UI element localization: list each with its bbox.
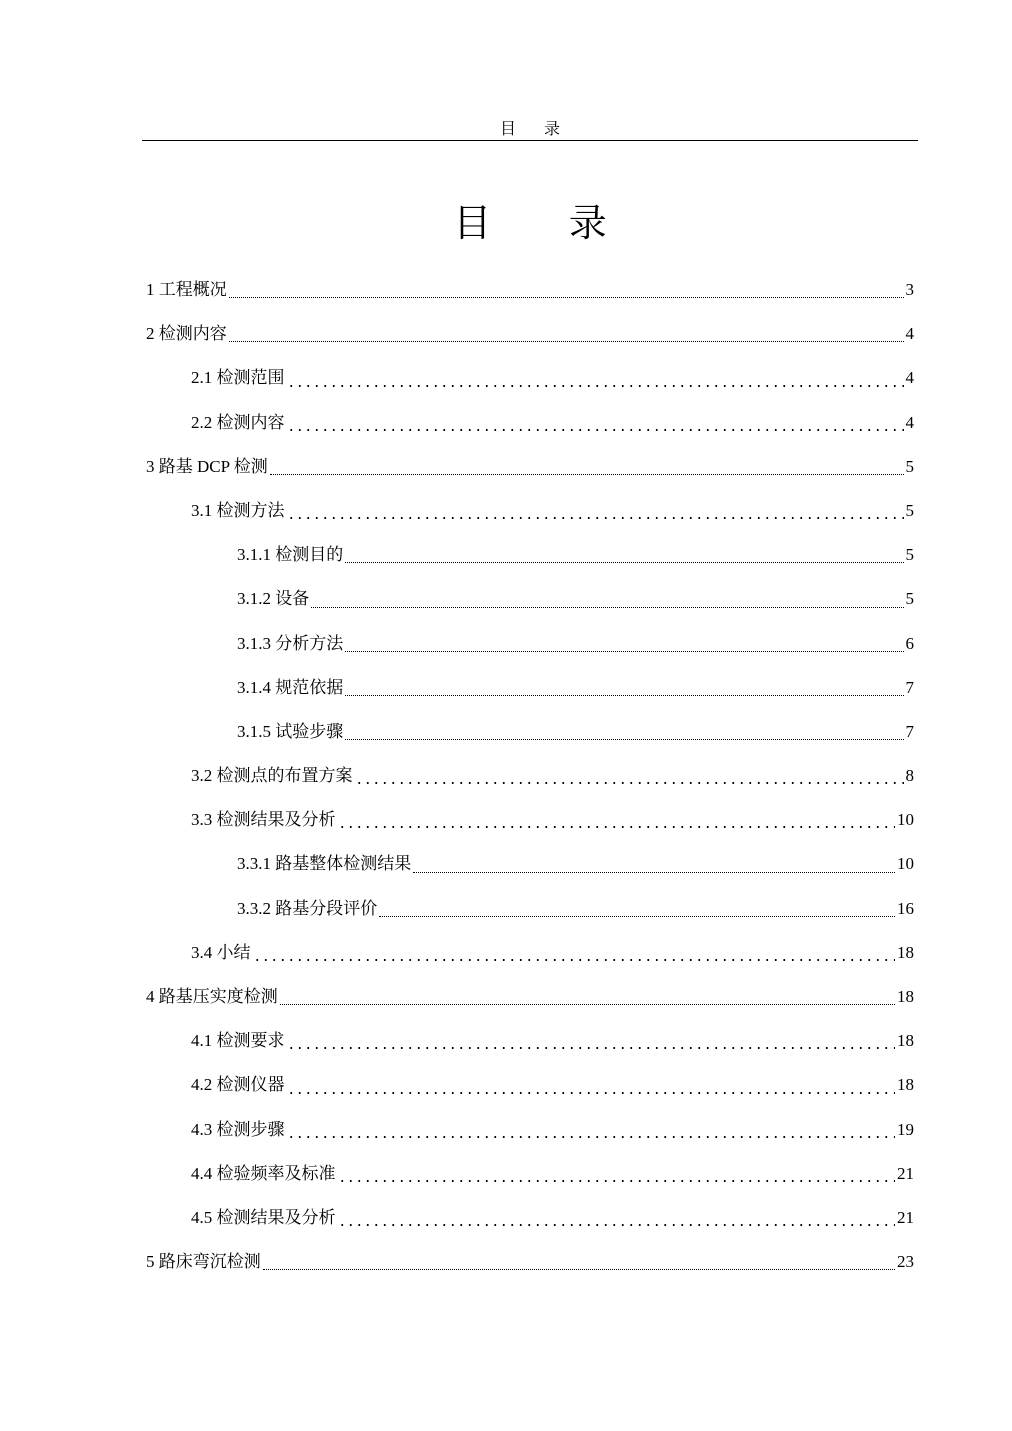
dot-leader bbox=[229, 312, 904, 356]
page-title: 目 录 bbox=[453, 203, 641, 245]
toc-entry-page-number: 5 bbox=[905, 545, 914, 565]
dot-leader bbox=[229, 268, 904, 312]
toc-entry-label: 3 路基 DCP 检测 bbox=[146, 456, 268, 476]
toc-entry-label: 3.1.3 分析方法 bbox=[237, 633, 344, 653]
toc-entry-label: 4.3 检测步骤 bbox=[191, 1119, 285, 1139]
toc-entry-page-number: 18 bbox=[897, 987, 914, 1006]
dot-leader bbox=[345, 622, 903, 666]
toc-entry-page-number: 18 bbox=[897, 1031, 914, 1051]
toc-entry[interactable] bbox=[142, 1240, 914, 1284]
header-rule bbox=[142, 140, 918, 141]
toc-entry-label: 4 路基压实度检测 bbox=[146, 987, 278, 1006]
toc-entry[interactable] bbox=[142, 710, 914, 754]
toc-entry[interactable] bbox=[142, 401, 914, 445]
dot-leader bbox=[253, 931, 896, 975]
dot-leader bbox=[287, 1063, 896, 1107]
toc-entry-page-number: 10 bbox=[897, 854, 914, 874]
toc-entry-label: 3.1.1 检测目的 bbox=[237, 545, 344, 565]
toc-entry[interactable] bbox=[142, 754, 914, 798]
toc-entry[interactable] bbox=[142, 1063, 914, 1107]
toc-entry[interactable] bbox=[142, 445, 914, 489]
toc-entry-label: 3.3.2 路基分段评价 bbox=[237, 898, 378, 918]
toc-entry[interactable] bbox=[142, 533, 914, 577]
toc-entry[interactable] bbox=[142, 1019, 914, 1063]
toc-entry[interactable] bbox=[142, 1196, 914, 1240]
dot-leader bbox=[311, 577, 903, 621]
toc-entry-label: 2.2 检测内容 bbox=[191, 412, 285, 432]
toc-entry-label: 3.1 检测方法 bbox=[191, 500, 285, 520]
toc-entry-page-number: 3 bbox=[905, 280, 914, 299]
toc-entry[interactable] bbox=[142, 1152, 914, 1196]
toc-entry-page-number: 5 bbox=[905, 500, 914, 520]
dot-leader bbox=[345, 666, 903, 710]
toc-entry-page-number: 5 bbox=[905, 456, 914, 476]
toc-entry-page-number: 5 bbox=[905, 589, 914, 609]
toc-entry-label: 4.1 检测要求 bbox=[191, 1031, 285, 1051]
dot-leader bbox=[263, 1240, 895, 1284]
dot-leader bbox=[287, 1019, 896, 1063]
toc-entry-label: 4.5 检测结果及分析 bbox=[191, 1207, 336, 1227]
toc-entry-label: 3.1.4 规范依据 bbox=[237, 677, 344, 697]
toc-entry-page-number: 18 bbox=[897, 942, 914, 962]
toc-entry-label: 1 工程概况 bbox=[146, 280, 227, 299]
toc-entry-label: 3.4 小结 bbox=[191, 942, 251, 962]
dot-leader bbox=[355, 754, 904, 798]
dot-leader bbox=[413, 842, 895, 886]
toc-entry-page-number: 4 bbox=[905, 368, 914, 388]
dot-leader bbox=[345, 710, 903, 754]
toc-entry[interactable] bbox=[142, 312, 914, 356]
dot-leader bbox=[280, 975, 895, 1019]
toc-entry-page-number: 8 bbox=[905, 766, 914, 786]
toc-entry[interactable] bbox=[142, 1108, 914, 1152]
dot-leader bbox=[287, 356, 904, 400]
toc-entry-label: 4.4 检验频率及标准 bbox=[191, 1163, 336, 1183]
toc-entry-page-number: 19 bbox=[897, 1119, 914, 1139]
table-of-contents bbox=[142, 268, 914, 1284]
dot-leader bbox=[287, 401, 904, 445]
toc-entry-page-number: 6 bbox=[905, 633, 914, 653]
dot-leader bbox=[338, 1196, 896, 1240]
toc-entry[interactable] bbox=[142, 622, 914, 666]
dot-leader bbox=[338, 798, 896, 842]
toc-entry-label: 3.3.1 路基整体检测结果 bbox=[237, 854, 412, 874]
toc-entry-label: 5 路床弯沉检测 bbox=[146, 1252, 261, 1272]
toc-entry-label: 4.2 检测仪器 bbox=[191, 1075, 285, 1095]
toc-entry[interactable] bbox=[142, 356, 914, 400]
toc-entry-label: 2.1 检测范围 bbox=[191, 368, 285, 388]
toc-entry-label: 2 检测内容 bbox=[146, 324, 227, 344]
toc-entry[interactable] bbox=[142, 798, 914, 842]
toc-entry[interactable] bbox=[142, 975, 914, 1019]
toc-entry-label: 3.2 检测点的布置方案 bbox=[191, 766, 353, 786]
toc-entry[interactable] bbox=[142, 268, 914, 312]
dot-leader bbox=[379, 887, 895, 931]
toc-entry[interactable] bbox=[142, 887, 914, 931]
toc-entry-page-number: 21 bbox=[897, 1207, 914, 1227]
toc-entry[interactable] bbox=[142, 931, 914, 975]
toc-entry-label: 3.3 检测结果及分析 bbox=[191, 810, 336, 830]
running-header: 目 录 bbox=[499, 121, 572, 138]
toc-entry[interactable] bbox=[142, 489, 914, 533]
toc-entry-page-number: 18 bbox=[897, 1075, 914, 1095]
toc-entry-page-number: 7 bbox=[905, 677, 914, 697]
toc-entry[interactable] bbox=[142, 577, 914, 621]
toc-entry-label: 3.1.2 设备 bbox=[237, 589, 310, 609]
toc-entry[interactable] bbox=[142, 842, 914, 886]
dot-leader bbox=[338, 1152, 896, 1196]
toc-entry-page-number: 16 bbox=[897, 898, 914, 918]
toc-entry-page-number: 21 bbox=[897, 1163, 914, 1183]
dot-leader bbox=[287, 489, 904, 533]
toc-entry-page-number: 23 bbox=[897, 1252, 914, 1272]
dot-leader bbox=[270, 445, 904, 489]
toc-entry[interactable] bbox=[142, 666, 914, 710]
dot-leader bbox=[345, 533, 903, 577]
toc-entry-page-number: 4 bbox=[905, 324, 914, 344]
dot-leader bbox=[287, 1108, 896, 1152]
toc-entry-page-number: 7 bbox=[905, 721, 914, 741]
toc-entry-page-number: 4 bbox=[905, 412, 914, 432]
toc-entry-page-number: 10 bbox=[897, 810, 914, 830]
toc-entry-label: 3.1.5 试验步骤 bbox=[237, 721, 344, 741]
